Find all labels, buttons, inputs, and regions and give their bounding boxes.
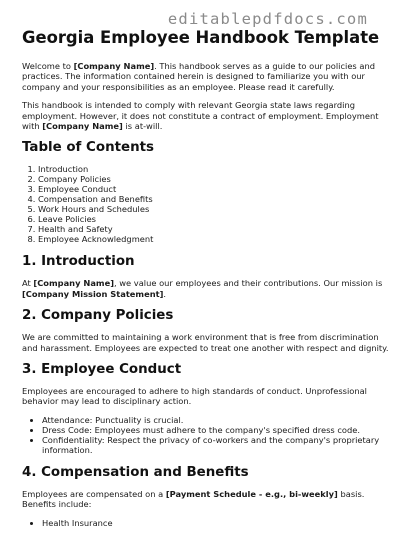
company-name-placeholder: [Company Name] (33, 278, 114, 289)
intro-p2-text-c: is at-will. (122, 121, 163, 132)
toc-item: 2. Company Policies (38, 174, 394, 184)
conduct-bullet: • Attendance: Punctuality is crucial. (42, 415, 394, 425)
document-title: Georgia Employee Handbook Template (22, 28, 380, 47)
toc-item: 4. Compensation and Benefits (38, 194, 394, 204)
section-heading-employee-conduct: 3. Employee Conduct (22, 362, 182, 378)
benefit-bullet: • Health Insurance (42, 518, 394, 528)
toc-item: 7. Health and Safety (38, 224, 394, 234)
toc-item: 6. Leave Policies (38, 214, 394, 224)
mission-statement-placeholder: [Company Mission Statement] (22, 288, 164, 299)
compensation-text-a: Employees are compensated on a (22, 488, 166, 499)
document-page (22, 28, 394, 537)
intro-paragraph-1 (22, 61, 394, 92)
payment-schedule-placeholder: [Payment Schedule - e.g., bi-weekly] (165, 488, 338, 499)
compensation-paragraph (22, 489, 394, 510)
intro-p2-text-a: This handbook is intended to comply with relevant Georgia state laws regarding employment. However, it does not constitute a contract of employment. Employment with (22, 100, 379, 132)
employee-conduct-paragraph: Employees are encouraged to adhere to high standards of conduct. Unprofessional behavior may lead to disciplinary action. (22, 386, 367, 407)
benefits-bullet-list (22, 518, 394, 528)
toc-item: 3. Employee Conduct (38, 184, 394, 194)
introduction-text-a: At (22, 278, 34, 289)
conduct-bullet: • Dress Code: Employees must adhere to the company's specified dress code. (42, 425, 394, 435)
toc-heading: Table of Contents (22, 140, 154, 156)
toc-item: 8. Employee Acknowledgment (38, 234, 394, 244)
section-heading-introduction: 1. Introduction (22, 254, 135, 270)
intro-p1-text-c: . This handbook serves as a guide to our policies and practices. The information contained herein is designed to familiarize you with our company and your responsibilities as an employee. Please read it carefully. (22, 61, 375, 92)
toc-list (22, 164, 394, 244)
company-name-placeholder: [Company Name] (73, 61, 155, 71)
section-heading-company-policies: 2. Company Policies (22, 308, 174, 324)
compensation-text-c: basis. Benefits include: (22, 488, 365, 510)
watermark: editablepdfdocs.com (167, 10, 368, 28)
toc-item: 5. Work Hours and Schedules (38, 204, 394, 214)
introduction-text-c: , we value our employees and their contributions. Our mission is (114, 278, 383, 289)
toc-item: 1. Introduction (38, 164, 394, 174)
section-heading-compensation: 4. Compensation and Benefits (22, 464, 249, 480)
conduct-bullet-list (22, 415, 394, 455)
introduction-paragraph (22, 278, 394, 299)
company-policies-paragraph: We are committed to maintaining a work environment that is free from discrimination and harassment. Employees are expected to treat one another with respect and dignity. (22, 332, 389, 353)
introduction-text-e: . (163, 288, 166, 299)
intro-paragraph-2 (22, 100, 394, 131)
intro-p1-text-a: Welcome to (22, 61, 74, 71)
conduct-bullet: • Confidentiality: Respect the privacy of co-workers and the company's proprietary information. (42, 435, 394, 455)
company-name-placeholder: [Company Name] (42, 121, 123, 132)
